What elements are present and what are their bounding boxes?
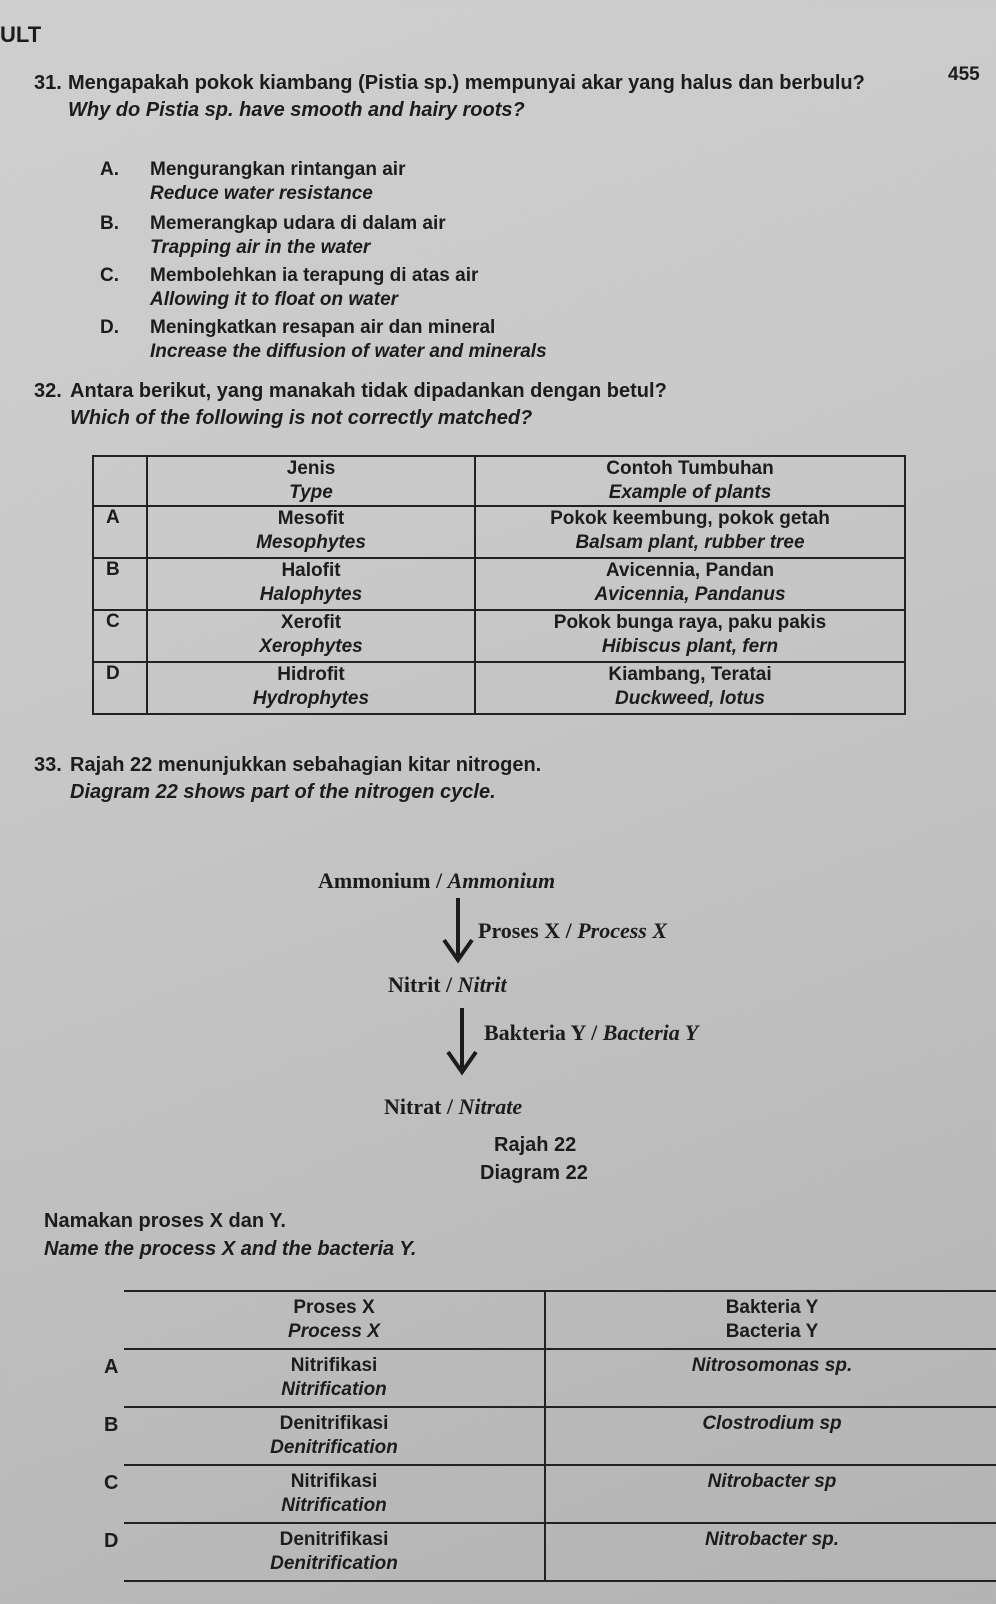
q31-option-d[interactable] — [100, 316, 700, 368]
step-label-ms: Proses X / — [478, 918, 572, 943]
option-letter: A. — [100, 159, 119, 180]
option-text-en: Trapping air in the water — [150, 237, 371, 258]
q31-number: 31. — [34, 72, 62, 94]
bacteria-cell — [545, 1465, 996, 1523]
process-cell — [124, 1523, 545, 1581]
example-en: Hibiscus plant, fern — [601, 636, 779, 657]
q33-question-ms: Rajah 22 menunjukkan sebahagian kitar nitrogen. — [70, 754, 542, 776]
example-ms: Avicennia, Pandan — [605, 560, 775, 581]
option-text-en: Increase the diffusion of water and minerals — [150, 341, 547, 362]
q33-row-letter-a: A — [104, 1356, 119, 1378]
q32-question-ms: Antara berikut, yang manakah tidak dipadankan dengan betul? — [70, 380, 667, 402]
type-en: Mesophytes — [256, 532, 366, 553]
type-cell — [147, 558, 475, 610]
q31-option-b[interactable] — [100, 212, 700, 264]
arrow-down-icon — [440, 898, 476, 964]
diagram-node-ammonium — [318, 868, 555, 894]
step-label-ms: Bakteria Y / — [484, 1020, 598, 1045]
type-cell — [147, 610, 475, 662]
option-text-ms: Membolehkan ia terapung di atas air — [150, 265, 479, 286]
node-label-en: Ammonium — [447, 868, 556, 893]
header-bacteria-en: Bacteria Y — [725, 1321, 819, 1342]
bacteria-name: Nitrobacter sp — [707, 1471, 837, 1492]
bacteria-cell — [545, 1349, 996, 1407]
example-en: Duckweed, lotus — [615, 688, 765, 709]
option-text-ms: Memerangkap udara di dalam air — [150, 213, 446, 234]
q33-number: 33. — [34, 754, 62, 776]
example-cell — [475, 506, 905, 558]
q31-question-en: Why do Pistia sp. have smooth and hairy roots? — [68, 99, 525, 121]
process-en: Denitrification — [270, 1437, 398, 1458]
q32-table — [92, 455, 906, 715]
process-en: Nitrification — [281, 1379, 387, 1400]
example-en: Avicennia, Pandanus — [594, 584, 786, 605]
header-example-ms: Contoh Tumbuhan — [606, 458, 774, 479]
table-row[interactable] — [124, 1523, 996, 1581]
row-letter-cell — [93, 506, 147, 558]
table-header-row — [93, 456, 905, 506]
example-cell — [475, 662, 905, 714]
page-corner-label: ULT — [0, 22, 42, 47]
step-label-en: Process X — [577, 918, 668, 943]
table-row[interactable] — [93, 506, 905, 558]
option-text-en: Allowing it to float on water — [150, 289, 399, 310]
example-en: Balsam plant, rubber tree — [575, 532, 805, 553]
process-ms: Denitrifikasi — [279, 1413, 389, 1434]
q33-instruction-en: Name the process X and the bacteria Y. — [44, 1238, 417, 1260]
row-letter-cell — [93, 662, 147, 714]
row-letter: D — [106, 663, 120, 684]
q33-question-en: Diagram 22 shows part of the nitrogen cycle. — [70, 781, 496, 803]
type-cell — [147, 506, 475, 558]
example-cell — [475, 558, 905, 610]
q33-row-letter-d: D — [104, 1530, 119, 1552]
node-label-ms: Nitrit / — [388, 972, 453, 997]
bacteria-cell — [545, 1523, 996, 1581]
table-header-type — [147, 456, 475, 506]
row-letter: C — [106, 611, 120, 632]
table-cell — [93, 456, 147, 506]
node-label-ms: Nitrat / — [384, 1094, 454, 1119]
option-text-en: Reduce water resistance — [150, 183, 373, 204]
bacteria-name: Clostrodium sp — [702, 1413, 842, 1434]
node-label-ms: Ammonium / — [318, 868, 443, 893]
arrow-down-icon — [444, 1008, 480, 1076]
process-cell — [124, 1465, 545, 1523]
row-letter-cell — [93, 558, 147, 610]
table-header-example — [475, 456, 905, 506]
q33-row-letter-c: C — [104, 1472, 119, 1494]
header-process-en: Process X — [288, 1321, 380, 1342]
option-letter: D. — [100, 317, 119, 338]
q31-option-c[interactable] — [100, 264, 700, 316]
diagram-caption-ms: Rajah 22 — [494, 1134, 577, 1156]
header-process-ms: Proses X — [293, 1297, 375, 1318]
type-en: Xerophytes — [259, 636, 363, 657]
option-text-ms: Mengurangkan rintangan air — [150, 159, 406, 180]
process-ms: Denitrifikasi — [279, 1529, 389, 1550]
q33-instruction-ms: Namakan proses X dan Y. — [44, 1210, 286, 1232]
type-cell — [147, 662, 475, 714]
table-row[interactable] — [124, 1407, 996, 1465]
q32-number: 32. — [34, 380, 62, 402]
bacteria-name: Nitrosomonas sp. — [691, 1355, 853, 1376]
row-letter: A — [106, 507, 120, 528]
option-letter: C. — [100, 265, 119, 286]
process-cell — [124, 1349, 545, 1407]
option-text-ms: Meningkatkan resapan air dan mineral — [150, 317, 496, 338]
row-letter: B — [106, 559, 120, 580]
q31-option-a[interactable] — [100, 158, 700, 212]
type-ms: Halofit — [281, 560, 341, 581]
header-example-en: Example of plants — [608, 482, 772, 503]
bacteria-cell — [545, 1407, 996, 1465]
diagram-node-nitrit — [388, 972, 507, 998]
type-ms: Hidrofit — [277, 664, 345, 685]
type-ms: Mesofit — [277, 508, 345, 529]
process-en: Nitrification — [281, 1495, 387, 1516]
page-number: 455 — [948, 64, 980, 85]
table-header-process — [124, 1291, 545, 1349]
example-ms: Pokok bunga raya, paku pakis — [553, 612, 827, 633]
header-bacteria-ms: Bakteria Y — [725, 1297, 819, 1318]
table-row[interactable] — [93, 662, 905, 714]
diagram-step-bacteria-y — [484, 1020, 698, 1046]
node-label-en: Nitrate — [458, 1094, 523, 1119]
diagram-caption-en: Diagram 22 — [480, 1162, 588, 1184]
table-row[interactable] — [124, 1349, 996, 1407]
example-ms: Pokok keembung, pokok getah — [550, 508, 830, 529]
process-ms: Nitrifikasi — [290, 1471, 378, 1492]
node-label-en: Nitrit — [457, 972, 507, 997]
row-letter-cell — [93, 610, 147, 662]
q32-question-en: Which of the following is not correctly matched? — [70, 407, 533, 429]
step-label-en: Bacteria Y — [602, 1020, 699, 1045]
bacteria-name: Nitrobacter sp. — [704, 1529, 840, 1550]
q33-table — [124, 1290, 996, 1582]
type-en: Halophytes — [259, 584, 363, 605]
table-row[interactable] — [93, 610, 905, 662]
table-row[interactable] — [93, 558, 905, 610]
table-row[interactable] — [124, 1465, 996, 1523]
table-header-bacteria — [545, 1291, 996, 1349]
diagram-step-process-x — [478, 918, 667, 944]
header-type-en: Type — [289, 482, 333, 503]
example-cell — [475, 610, 905, 662]
process-ms: Nitrifikasi — [290, 1355, 378, 1376]
example-ms: Kiambang, Teratai — [608, 664, 772, 685]
option-letter: B. — [100, 213, 119, 234]
process-cell — [124, 1407, 545, 1465]
header-type-ms: Jenis — [286, 458, 336, 479]
q33-row-letter-b: B — [104, 1414, 119, 1436]
type-ms: Xerofit — [280, 612, 342, 633]
table-header-row — [124, 1291, 996, 1349]
q31-question-ms: Mengapakah pokok kiambang (Pistia sp.) mempunyai akar yang halus dan berbulu? — [68, 72, 865, 94]
diagram-node-nitrat — [384, 1094, 522, 1120]
type-en: Hydrophytes — [252, 688, 370, 709]
process-en: Denitrification — [270, 1553, 398, 1574]
q31-options — [100, 158, 700, 368]
